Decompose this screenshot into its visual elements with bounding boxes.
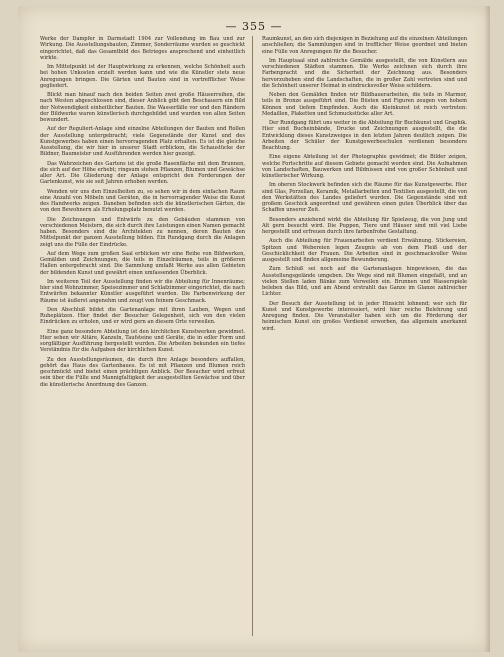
- right-paragraph: Der Besuch der Ausstellung ist in jeder Hinsicht lohnend; wer sich für Kunst und Kunstgewerbe interessiert, wird hier reiche Belehrung und Anregung finden. Die Veranstalter haben sich um die Förderung der heimischen Kunst ein großes Verdienst erworben, das allgemein anerkannt wird.: [262, 300, 467, 332]
- left-paragraph: Auf dem Wege zum großen Saal erblicken wir eine Reihe von Bildwerken, Gemälden und Zeichnungen, die teils in Einzelräumen, teils in größeren Hallen untergebracht sind. Die Sammlung umfaßt Werke aus allen Gebieten der bildenden Kunst und gewährt einen umfassenden Überblick.: [40, 250, 245, 276]
- left-paragraph: Im Mittelpunkt ist der Hauptwirkung zu erkennen, welche Schönheit auch bei hohen Unkosten erzielt werden kann und wie die Künstler stets neue Anregungen bringen. Die Gärten und Bauten sind in vortrefflicher Weise gegliedert.: [40, 64, 245, 89]
- right-paragraph: Raumkunst, an den sich diejenigen in Beziehung auf die einzelnen Abteilungen anschließen; die Sammlungen sind in trefflicher Weise geordnet und bieten eine Fülle von Anregungen für die Besucher.: [262, 36, 467, 55]
- right-paragraph: Im Hauptsaal sind zahlreiche Gemälde ausgestellt, die von Künstlern aus verschiedenen Städten stammen. Die Werke zeichnen sich durch ihre Farbenpracht und die Sicherheit der Zeichnung aus. Besonders hervorzuheben sind die Landschaften, die in großer Zahl vertreten sind und die Schönheit unserer Heimat in eindrucksvoller Weise schildern.: [262, 57, 467, 89]
- right-paragraph: Eine eigene Abteilung ist der Photographie gewidmet; die Bilder zeigen, welche Fortschritte auf diesem Gebiete gemacht worden sind. Die Aufnahmen von Landschaften, Bauwerken und Bildnissen sind von großer Schönheit und künstlerischer Wirkung.: [262, 154, 467, 179]
- left-column: [40, 36, 245, 640]
- left-paragraph: Werke der Dampfer in Darmstadt 1904 zur Vollendung im Bau und zur Wirkung. Die Ausstellungsbauten, Zimmer, Sonderräume wurden so geschickt eingerichtet, daß das Gesamtbild des Betrieges ansprechend und einheitlich wirkte.: [40, 36, 245, 61]
- left-paragraph: Auf der Reguliert-Anlage sind einzelne Abteilungen der Bauten und Rollen der Ausstellung untergebracht; viele Gegenstände der Kunst und des Kunstgewerbes haben einen hervorragenden Platz erhalten. Es ist die gleiche Ausstellung, die wir hier in unserer Stadt erblicken, die Schaustücke der Bildner, Baumeister und Ausführenden werden hier gezeigt.: [40, 126, 245, 158]
- left-paragraph: Zu den Ausstellungsräumen, die durch ihre Anlage besonders auffallen, gehört das Haus des Gartenbaues. Es ist mit Pflanzen und Blumen reich geschmückt und bietet einen prächtigen Anblick. Der Besucher wird erfreut sein über die Fülle und Mannigfaltigkeit der ausgestellten Gewächse und über die künstlerische Anordnung des Ganzen.: [40, 356, 245, 388]
- right-paragraph: Besonders anziehend wirkt die Abteilung für Spielzeug, die von Jung und Alt gern besucht wird. Die Puppen, Tiere und Häuser sind mit viel Liebe hergestellt und erfreuen durch ihre farbenfrohe Gestaltung.: [262, 216, 467, 235]
- right-column: [262, 36, 467, 640]
- column-divider: [252, 36, 253, 636]
- right-paragraph: Auch die Abteilung für Frauenarbeiten verdient Erwähnung. Stickereien, Spitzen und Webereien legen Zeugnis ab von dem Fleiß und der Geschicklichkeit der Frauen. Die Arbeiten sind in geschmackvoller Weise ausgestellt und finden allgemeine Bewunderung.: [262, 238, 467, 263]
- left-paragraph: Blickt man hinauf nach den beiden Seiten zwei große Häuserreihen, die nach Westen abgeschlossen sind, dieser Anblick gibt den Beschauern ein Bild der Notwendigkeit einheitlicher Bauten. Die Wasserfälle vor und den Rändern der Bildwerke waren künstlerisch durchgebildet und wurden von allen Seiten bewundert.: [40, 92, 245, 123]
- page-edge-shadow: [484, 6, 490, 652]
- page-number: — 355 —: [225, 20, 283, 33]
- left-paragraph: Die Zeichnungen und Entwürfe zu den Gebäuden stammen von verschiedenen Meistern, die sich durch ihre Leistungen einen Namen gemacht haben. Besonders sind die Architekten zu nennen, deren Bauten den Mittelpunkt der ganzen Ausstellung bilden. Ein Rundgang durch die Anlagen zeigt uns die Fülle der Eindrücke.: [40, 216, 245, 248]
- right-paragraph: Neben den Gemälden finden wir Bildhauerarbeiten, die teils in Marmor, teils in Bronze ausgeführt sind. Die Büsten und Figuren zeugen von hohem Können und tiefem Empfinden. Auch die Kleinkunst ist reich vertreten: Medaillen, Plaketten und Schmuckstücke aller Art.: [262, 92, 467, 117]
- left-paragraph: Eine ganz besondere Abteilung ist den kirchlichen Kunstwerken gewidmet. Hier sehen wir Altäre, Kanzeln, Taufsteine und Geräte, die in edler Form und sorgfältiger Ausführung hergestellt wurden. Die Arbeiten bekunden ein tiefes Verständnis für die Aufgaben der kirchlichen Kunst.: [40, 328, 245, 354]
- left-paragraph: Wenden wir uns den Einzelheiten zu, so sehen wir in dem einfachen Raum eine Anzahl von Möbeln und Geräten, die in hervorragender Weise die Kunst des Handwerks zeigen. Daneben befinden sich die künstlerischen Gärten, die von den Bewohnern als Erholungsplatz benutzt werden.: [40, 188, 245, 214]
- right-paragraph: Im oberen Stockwerk befinden sich die Räume für das Kunstgewerbe. Hier sind Glas, Porzellan, Keramik, Metallarbeiten und Textilien ausgestellt, die von den Werkstätten des Landes geliefert wurden. Die Gegenstände sind mit großem Geschick angeordnet und gewähren einen guten Überblick über das Schaffen unserer Zeit.: [262, 182, 467, 214]
- left-paragraph: Den Abschluß bildet die Gartenanlage mit ihren Lauben, Wegen und Ruheplätzen. Hier findet der Besucher Gelegenheit, sich von den vielen Eindrücken zu erholen, und er wird gern an diesem Orte verweilen.: [40, 306, 245, 326]
- right-paragraph: Zum Schluß sei noch auf die Gartenanlagen hingewiesen, die das Ausstellungsgelände umgeben. Die Wege sind mit Blumen eingefaßt, und an vielen Stellen laden Bänke zum Verweilen ein. Brunnen und Wasserspiele beleben das Bild, und am Abend erstrahlt das Ganze im Glanze zahlreicher Lichter.: [262, 266, 467, 298]
- right-paragraph: Der Rundgang führt uns weiter in die Abteilung für Buchkunst und Graphik. Hier sind Bucheinbände, Drucke und Zeichnungen ausgestellt, die die Entwicklung dieses Kunstzweiges in den letzten Jahren deutlich zeigen. Die Arbeiten der Schüler der Kunstgewerbeschulen verdienen besondere Beachtung.: [262, 120, 467, 151]
- left-paragraph: Im weiteren Teil der Ausstellung finden wir die Abteilung für Innenräume; hier sind Wohnzimmer, Speisezimmer und Schlafzimmer eingerichtet, die nach Entwürfen bekannter Künstler ausgeführt wurden. Die Farbenwirkung der Räume ist äußerst angenehm und zeugt von feinem Geschmack.: [40, 278, 245, 304]
- left-paragraph: Das Wahrzeichen des Gartens ist die große Rasenfläche mit dem Brunnen, die sich auf der Höhe erhebt; ringsum stehen Pflanzen, Blumen und Gewächse aller Art. Die Gliederung der Anlage entspricht den Forderungen der Gartenkunst, wie sie seit Jahren erhoben werden.: [40, 160, 245, 186]
- newspaper-page: [18, 6, 490, 652]
